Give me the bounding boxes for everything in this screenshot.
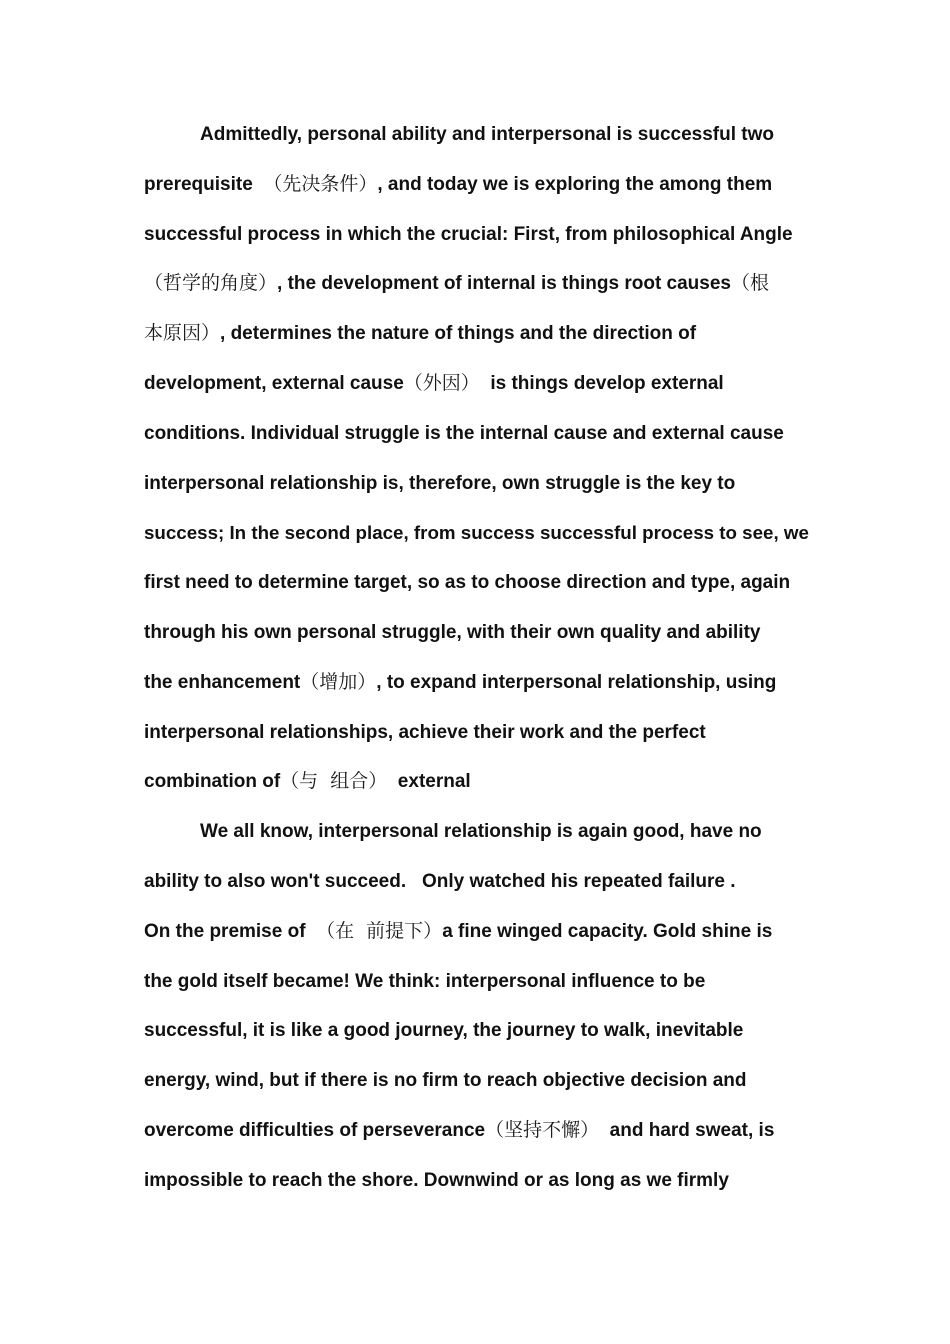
english-text: , determines the nature of things and the direction of (220, 323, 697, 345)
english-text: a fine winged capacity. Gold shine is (442, 920, 773, 942)
english-text: On the premise of (144, 920, 317, 942)
text-line (144, 957, 812, 1007)
chinese-gloss: （增加） (300, 670, 377, 693)
text-line (144, 558, 812, 608)
text-line (144, 1106, 812, 1156)
english-text: , and today we is exploring the among them (377, 173, 773, 195)
chinese-gloss: （外因） (403, 371, 480, 394)
text-line (144, 1006, 812, 1056)
text-line (144, 608, 812, 658)
chinese-gloss: （先决条件） (263, 172, 378, 195)
paragraph-1 (144, 110, 812, 807)
text-line (144, 757, 812, 807)
chinese-gloss: 本原因） (144, 322, 221, 345)
english-text: interpersonal relationship is, therefore, own struggle is the key to (144, 472, 736, 494)
english-text: prerequisite (144, 173, 264, 195)
text-line (144, 1156, 812, 1206)
english-text: energy, wind, but if there is no firm to reach objective decision and (144, 1070, 747, 1092)
chinese-gloss: （根 (730, 272, 769, 295)
english-text: the enhancement (144, 671, 301, 693)
text-line (144, 160, 812, 210)
text-line (144, 409, 812, 459)
text-line (144, 907, 812, 957)
english-text: , to expand interpersonal relationship, using (376, 671, 777, 693)
text-line (144, 309, 812, 359)
text-line (144, 359, 812, 409)
english-text: impossible to reach the shore. Downwind or as long as we firmly (144, 1169, 729, 1191)
text-line (144, 807, 812, 857)
english-text: We all know, interpersonal relationship is again good, have no (200, 821, 762, 843)
text-line (144, 259, 812, 309)
text-line (144, 459, 812, 509)
english-text: external (387, 771, 471, 793)
english-text: overcome difficulties of perseverance (144, 1119, 486, 1141)
english-text: interpersonal relationships, achieve their work and the perfect (144, 721, 706, 743)
english-text: successful, it is like a good journey, the journey to walk, inevitable (144, 1020, 744, 1042)
text-line (144, 658, 812, 708)
english-text: through his own personal struggle, with their own quality and ability (144, 621, 761, 643)
document-page (144, 110, 812, 1206)
english-text: successful process in which the crucial: First, from philosophical Angle (144, 223, 793, 245)
english-text: and hard sweat, is (599, 1119, 775, 1141)
english-text: ability to also won't succeed. Only watched his repeated failure . (144, 870, 736, 892)
text-line (144, 110, 812, 160)
english-text: Admittedly, personal ability and interpersonal is successful two (200, 124, 775, 145)
english-text: success; In the second place, from success successful process to see, we (144, 522, 809, 544)
english-text: conditions. Individual struggle is the internal cause and external cause (144, 422, 784, 444)
text-line (144, 508, 812, 558)
paragraph-2 (144, 807, 812, 1205)
chinese-gloss: （在 前提下） (316, 919, 443, 942)
chinese-gloss: （坚持不懈） (485, 1118, 600, 1141)
text-line (144, 210, 812, 260)
english-text: first need to determine target, so as to choose direction and type, again (144, 572, 791, 594)
english-text: , the development of internal is things root causes (277, 273, 731, 295)
english-text: the gold itself became! We think: interpersonal influence to be (144, 970, 706, 992)
english-text: development, external cause (144, 372, 404, 394)
english-text: combination of (144, 771, 281, 793)
chinese-gloss: （与 组合） (280, 770, 388, 793)
text-line (144, 857, 812, 907)
text-line (144, 1056, 812, 1106)
chinese-gloss: （哲学的角度） (144, 272, 278, 295)
english-text: is things develop external (479, 372, 724, 394)
text-line (144, 708, 812, 758)
